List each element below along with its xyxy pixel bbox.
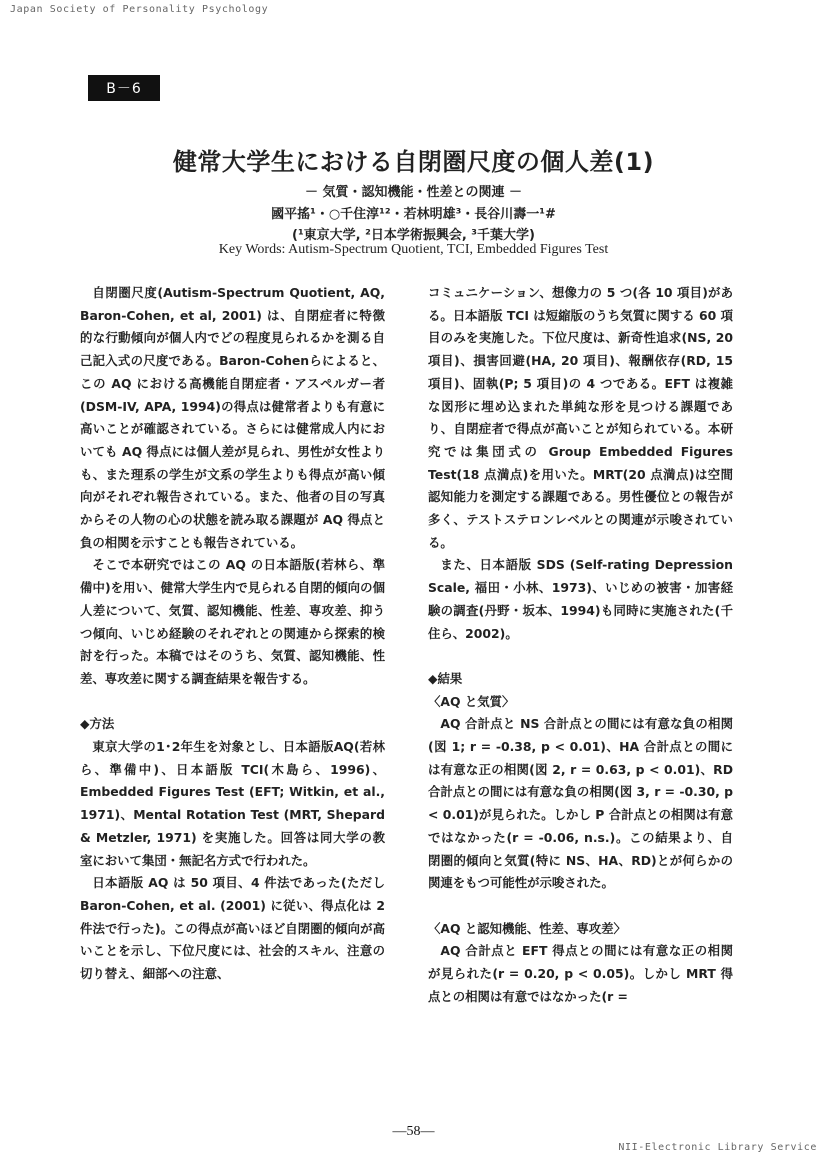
keywords: Key Words: Autism-Spectrum Quotient, TCI, Embedded Figures Test <box>218 242 609 257</box>
right-column <box>428 282 733 1008</box>
session-badge: B－6 <box>88 75 160 101</box>
results-heading: ◆結果 <box>428 670 463 686</box>
aq-temperament-paragraph: AQ 合計点と NS 合計点との間には有意な負の相関(図 1; r = -0.38, p < 0.01)、HA 合計点との間には有意な正の相関(図 2, r = 0.63, p < 0.01)、RD 合計点との間には有意な負の相関(図 3, r = -0.30, p < 0.01)が見られた。しかし P 合計点との相関は有意ではなかった(r = -0.06, n.s.)。この結果より、自閉圏的傾向と気質(特に NS、HA、RD)とが何らかの関連をもつ可能性が示唆された。 <box>428 716 733 891</box>
intro-paragraph-2: そこで本研究ではこの AQ の日本語版(若林ら、準備中)を用い、健常大学生内で見られる自閉的傾向の個人差について、気質、認知機能、性差、専攻差、抑うつ傾向、いじめ経験のそれぞれとの関連から探索的検討を行った。本稿ではそのうち、気質、認知機能、性差、専攻差に関する調査結果を報告する。 <box>80 557 385 686</box>
paper-title: 健常大学生における自閉圏尺度の個人差(1) <box>172 148 655 176</box>
paper-subtitle: － 気質・認知機能・性差との関連 － <box>304 185 523 200</box>
methods-paragraph-1: 東京大学の1･2年生を対象とし、日本語版AQ(若林ら、準備中)、日本語版 TCI(木島ら、1996)、Embedded Figures Test (EFT; Witkin, et al., 1971)、Mental Rotation Test (MRT, Shepard & Metzler, 1971) を実施した。回答は同大学の教室において集団・無記名方式で行われた。 <box>80 739 385 868</box>
methods-continued-paragraph: コミュニケーション、想像力の 5 つ(各 10 項目)がある。日本語版 TCI は短縮版のうち気質に関する 60 項目のみを実施した。下位尺度は、新奇性追求(NS, 20 項目)、損害回避(HA, 20 項目)、報酬依存(RD, 15 項目)、固執(P; 5 項目)の 4 つである。EFT は複雑な図形に埋め込まれた単純な形を見つける課題であり、自閉症者で得点が高いことが知られている。本研究では集団式の Group Embedded Figures Test(18 点満点)を用いた。MRT(20 点満点)は空間認知能力を測定する課題である。男性優位との報告が多く、テストステロンレベルとの関連が示唆されている。 <box>428 285 733 550</box>
library-footer: NII-Electronic Library Service <box>618 1142 817 1153</box>
affiliation-list: (¹東京大学, ²日本学術振興会, ³千葉大学) <box>292 228 535 243</box>
aq-temperament-subheading: 〈AQ と気質〉 <box>428 693 515 709</box>
methods-paragraph-2: 日本語版 AQ は 50 項目、4 件法であった(ただし Baron-Cohen, et al. (2001) に従い、得点化は 2 件法で行った)。この得点が高いほど自閉圏的傾向が高いことを示し、下位尺度には、社会的スキル、注意の切り替え、細部への注意、 <box>80 875 385 982</box>
methods-additional-paragraph: また、日本語版 SDS (Self-rating Depression Scale, 福田・小林、1973)、いじめの被害・加害経験の調査(丹野・坂本、1994)も同時に実施された(千住ら、2002)。 <box>428 557 733 641</box>
intro-paragraph-1: 自閉圏尺度(Autism-Spectrum Quotient, AQ, Baron-Cohen, et al, 2001) は、自閉症者に特徴的な行動傾向が個人内でどの程度見られるかを測る自己記入式の尺度である。Baron-Cohenらによると、この AQ における高機能自閉症者・アスペルガー者(DSM-IV, APA, 1994)の得点は健常者よりも有意に高いことが確認されている。さらには健常成人内においても AQ 得点には個人差が見られ、男性が女性よりも、また理系の学生が文系の学生よりも得点が高い傾向がそれぞれ報告されている。また、他者の目の写真からその人物の心の状態を読み取る課題が AQ 得点と負の相関を示すことも報告されている。 <box>80 285 385 550</box>
aq-cognition-subheading: 〈AQ と認知機能、性差、専攻差〉 <box>428 920 626 936</box>
page-number: —58— <box>392 1124 435 1139</box>
aq-cognition-paragraph: AQ 合計点と EFT 得点との間には有意な正の相関が見られた(r = 0.20, p < 0.05)。しかし MRT 得点との相関は有意ではなかった(r = <box>428 943 733 1004</box>
journal-header: Japan Society of Personality Psychology <box>10 4 269 15</box>
author-list: 國平搖¹・○千住淳¹²・若林明雄³・長谷川壽一¹# <box>271 207 556 222</box>
left-column <box>80 282 385 986</box>
methods-heading: ◆方法 <box>80 716 115 732</box>
